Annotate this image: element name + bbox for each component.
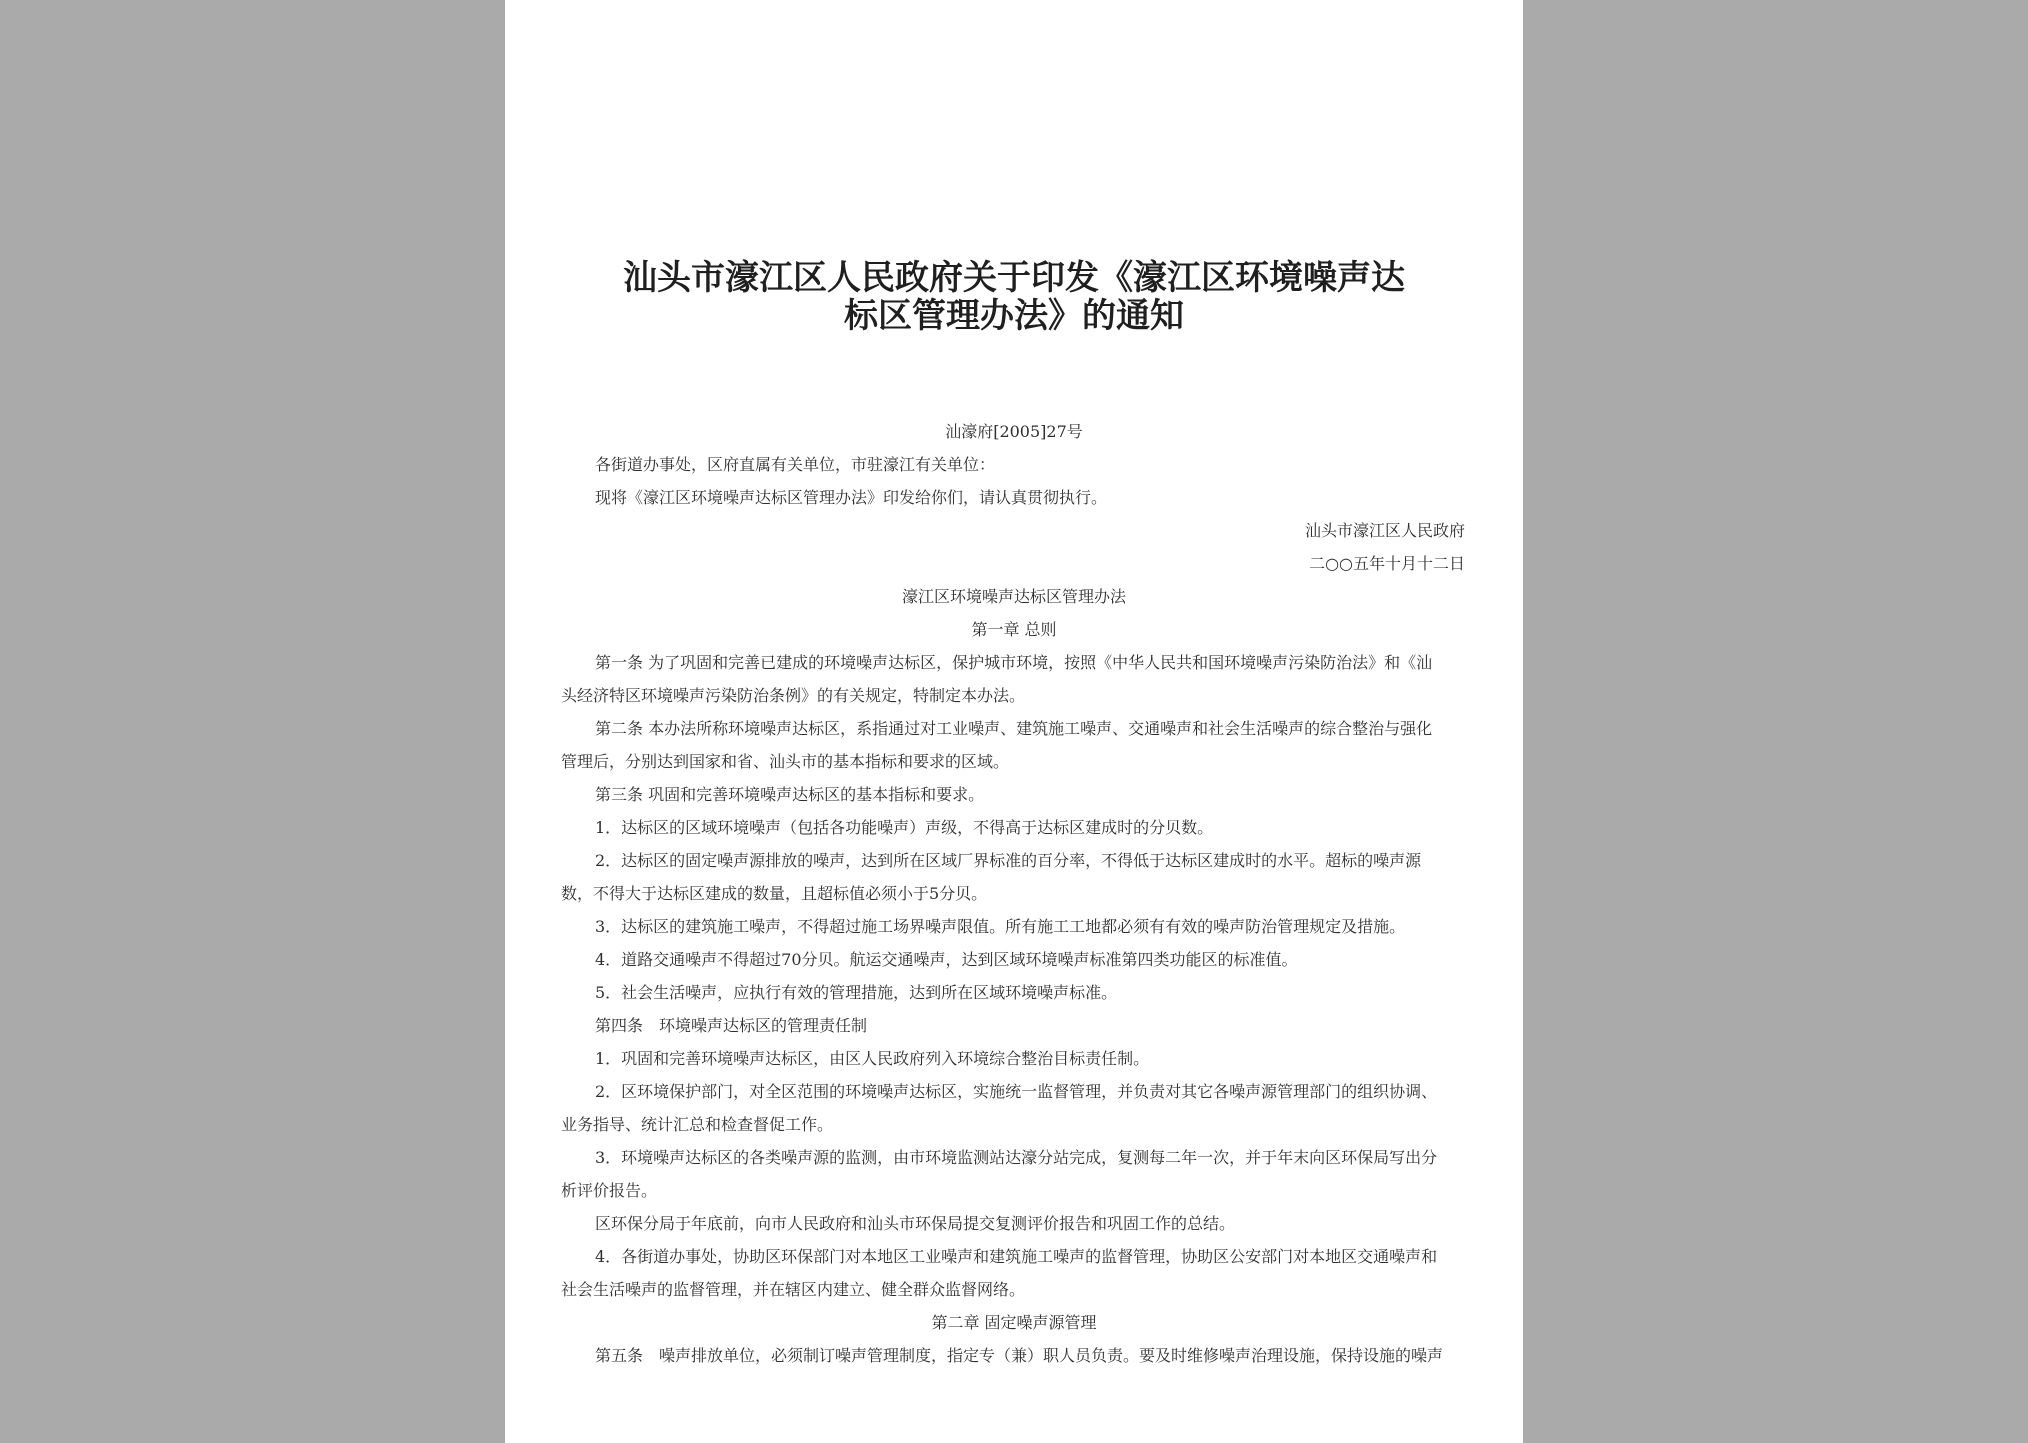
article-5-line-1: 第五条 噪声排放单位，必须制订噪声管理制度，指定专（兼）职人员负责。要及时维修噪声治理设施，保持设施的噪声	[595, 1346, 1444, 1365]
article-4-item-2-line-1: 2．区环境保护部门，对全区范围的环境噪声达标区，实施统一监督管理，并负责对其它各噪声源管理部门的组织协调、	[595, 1082, 1438, 1101]
addressee: 各街道办事处，区府直属有关单位，市驻濠江有关单位：	[595, 455, 996, 474]
article-3-item-5: 5．社会生活噪声，应执行有效的管理措施，达到所在区域环境噪声标准。	[595, 983, 1118, 1002]
document-page	[505, 0, 1523, 1443]
chapter-1-heading: 第一章 总则	[971, 620, 1057, 639]
article-3-item-2-line-1: 2．达标区的固定噪声源排放的噪声，达到所在区域厂界标准的百分率，不得低于达标区建成时的水平。超标的噪声源	[595, 851, 1422, 870]
title-line-1: 汕头市濠江区人民政府关于印发《濠江区环境噪声达	[623, 258, 1405, 298]
title-line-2: 标区管理办法》的通知	[844, 296, 1184, 336]
article-3-item-4: 4．道路交通噪声不得超过70分贝。航运交通噪声，达到区域环境噪声标准第四类功能区的标准值。	[595, 950, 1298, 969]
article-4-item-3-line-2: 析评价报告。	[561, 1181, 658, 1200]
notice-text: 现将《濠江区环境噪声达标区管理办法》印发给你们，请认真贯彻执行。	[595, 488, 1108, 507]
attachment-title: 濠江区环境噪声达标区管理办法	[901, 587, 1126, 606]
article-3-item-3: 3．达标区的建筑施工噪声，不得超过施工场界噪声限值。所有施工工地都必须有有效的噪声防治管理规定及措施。	[595, 917, 1406, 936]
issue-date: 二○○五年十月十二日	[1309, 554, 1465, 573]
article-4-item-3-line-1: 3．环境噪声达标区的各类噪声源的监测，由市环境监测站达濠分站完成，复测每二年一次，并于年末向区环保局写出分	[595, 1148, 1438, 1167]
article-4-item-4-line-2: 社会生活噪声的监督管理，并在辖区内建立、健全群众监督网络。	[561, 1280, 1026, 1299]
article-1-line-1: 第一条 为了巩固和完善已建成的环境噪声达标区，保护城市环境，按照《中华人民共和国环境噪声污染防治法》和《汕	[595, 653, 1433, 672]
article-4-item-3-line-3: 区环保分局于年底前，向市人民政府和汕头市环保局提交复测评价报告和巩固工作的总结。	[595, 1214, 1236, 1233]
article-4: 第四条 环境噪声达标区的管理责任制	[595, 1016, 868, 1035]
document-number: 汕濠府[2005]27号	[945, 422, 1083, 441]
article-3-item-1: 1．达标区的区域环境噪声（包括各功能噪声）声级，不得高于达标区建成时的分贝数。	[595, 818, 1214, 837]
article-4-item-4-line-1: 4．各街道办事处，协助区环保部门对本地区工业噪声和建筑施工噪声的监督管理，协助区公安部门对本地区交通噪声和	[595, 1247, 1438, 1266]
issuer: 汕头市濠江区人民政府	[1304, 521, 1465, 540]
article-4-item-2-line-2: 业务指导、统计汇总和检查督促工作。	[561, 1115, 834, 1134]
document-title	[585, 259, 1443, 335]
article-3-item-2-line-2: 数，不得大于达标区建成的数量，且超标值必须小于5分贝。	[561, 884, 988, 903]
article-2-line-2: 管理后，分别达到国家和省、汕头市的基本指标和要求的区域。	[561, 752, 1010, 771]
article-1-line-2: 头经济特区环境噪声污染防治条例》的有关规定，特制定本办法。	[561, 686, 1026, 705]
article-2-line-1: 第二条 本办法所称环境噪声达标区，系指通过对工业噪声、建筑施工噪声、交通噪声和社会生活噪声的综合整治与强化	[595, 719, 1433, 738]
article-4-item-1: 1．巩固和完善环境噪声达标区，由区人民政府列入环境综合整治目标责任制。	[595, 1049, 1150, 1068]
article-3: 第三条 巩固和完善环境噪声达标区的基本指标和要求。	[595, 785, 985, 804]
chapter-2-heading: 第二章 固定噪声源管理	[931, 1313, 1097, 1332]
